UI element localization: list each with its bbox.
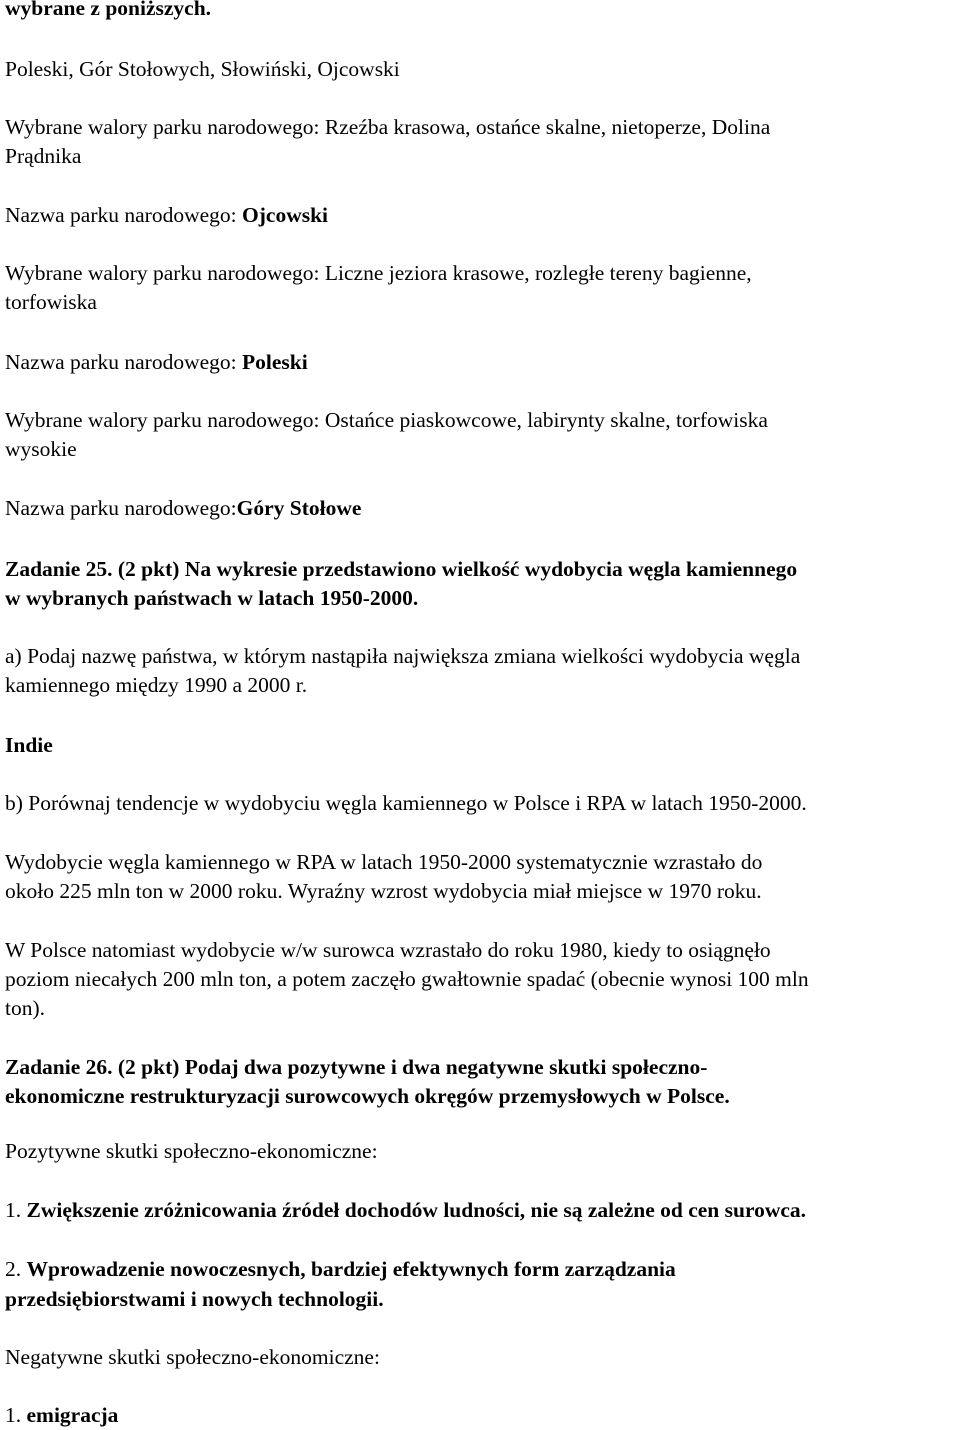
intro-text-bold: wybrane z poniższych. — [5, 0, 212, 20]
negative-effect-1 — [5, 1401, 118, 1430]
task-26-heading-text: ekonomiczne restrukturyzacji surowcowych okręgów przemysłowych w Polsce. — [5, 1084, 730, 1108]
positive-effect-2-text: przedsiębiorstwami i nowych technologii. — [5, 1287, 384, 1311]
task-26-heading-text: Zadanie 26. (2 pkt) Podaj dwa pozytywne i dwa negatywne skutki społeczno- — [5, 1055, 708, 1079]
park-name-label: Nazwa parku narodowego: — [5, 350, 243, 374]
park-values-2-line-1: Wybrane walory parku narodowego: Liczne jeziora krasowe, rozległe tereny bagienne, — [5, 261, 752, 285]
positive-effect-2-line-1 — [5, 1255, 676, 1284]
list-number: 1. — [5, 1198, 27, 1222]
park-name-answer: Ojcowski — [242, 203, 329, 227]
task-25a-question-line-1: a) Podaj nazwę państwa, w którym nastąpiła największa zmiana wielkości wydobycia węgla — [5, 644, 801, 668]
positive-effect-2-text: Wprowadzenie nowoczesnych, bardziej efektywnych form zarządzania — [26, 1257, 676, 1281]
park-name-label: Nazwa parku narodowego: — [5, 496, 237, 520]
list-number: 2. — [5, 1257, 27, 1281]
task-25a-question-line-2: kamiennego między 1990 a 2000 r. — [5, 673, 308, 697]
parks-list: Poleski, Gór Stołowych, Słowiński, Ojcowski — [5, 57, 400, 81]
task-25a-answer-text: Indie — [5, 733, 53, 757]
task-25-heading-line-2 — [5, 584, 418, 613]
task-25-heading-text: Zadanie 25. (2 pkt) Na wykresie przedstawiono wielkość wydobycia węgla kamiennego — [5, 557, 798, 581]
park-name-label: Nazwa parku narodowego: — [5, 203, 243, 227]
negative-effects-heading: Negatywne skutki społeczno-ekonomiczne: — [5, 1345, 380, 1369]
park-name-answer: Poleski — [242, 350, 308, 374]
park-values-1-line-2: Prądnika — [5, 144, 82, 168]
task-25b-answer-line-4: poziom niecałych 200 mln ton, a potem zaczęło gwałtownie spadać (obecnie wynosi 100 mln — [5, 967, 809, 991]
task-25b-answer-line-1: Wydobycie węgla kamiennego w RPA w latach 1950-2000 systematycznie wzrastało do — [5, 850, 763, 874]
task-25b-answer-line-5: ton). — [5, 996, 46, 1020]
negative-effect-1-text: emigracja — [26, 1403, 119, 1427]
intro-text — [5, 0, 211, 23]
positive-effect-2-line-2 — [5, 1285, 384, 1314]
task-25-heading-line-1 — [5, 555, 797, 584]
task-26-heading-line-1 — [5, 1053, 707, 1082]
task-25b-answer-line-3: W Polsce natomiast wydobycie w/w surowca wzrastało do roku 1980, kiedy to osiągnęło — [5, 938, 771, 962]
positive-effect-1 — [5, 1196, 806, 1225]
park-values-3-line-1: Wybrane walory parku narodowego: Ostańce piaskowcowe, labirynty skalne, torfowiska — [5, 408, 768, 432]
positive-effects-heading: Pozytywne skutki społeczno-ekonomiczne: — [5, 1139, 378, 1163]
positive-effect-1-text: Zwiększenie zróżnicowania źródeł dochodów ludności, nie są zależne od cen surowca. — [26, 1198, 807, 1222]
park-values-2-line-2: torfowiska — [5, 290, 97, 314]
park-values-3-line-2: wysokie — [5, 437, 77, 461]
task-25b-question: b) Porównaj tendencje w wydobyciu węgla kamiennego w Polsce i RPA w latach 1950-2000. — [5, 791, 807, 815]
task-25a-answer — [5, 731, 53, 760]
park-values-1-line-1: Wybrane walory parku narodowego: Rzeźba krasowa, ostańce skalne, nietoperze, Dolina — [5, 115, 771, 139]
park-name-1 — [5, 201, 328, 230]
park-name-3 — [5, 494, 361, 523]
list-number: 1. — [5, 1403, 27, 1427]
task-25b-answer-line-2: około 225 mln ton w 2000 roku. Wyraźny wzrost wydobycia miał miejsce w 1970 roku. — [5, 879, 762, 903]
park-name-answer: Góry Stołowe — [236, 496, 362, 520]
task-25-heading-text: w wybranych państwach w latach 1950-2000. — [5, 586, 419, 610]
task-26-heading-line-2 — [5, 1082, 730, 1111]
park-name-2 — [5, 348, 308, 377]
